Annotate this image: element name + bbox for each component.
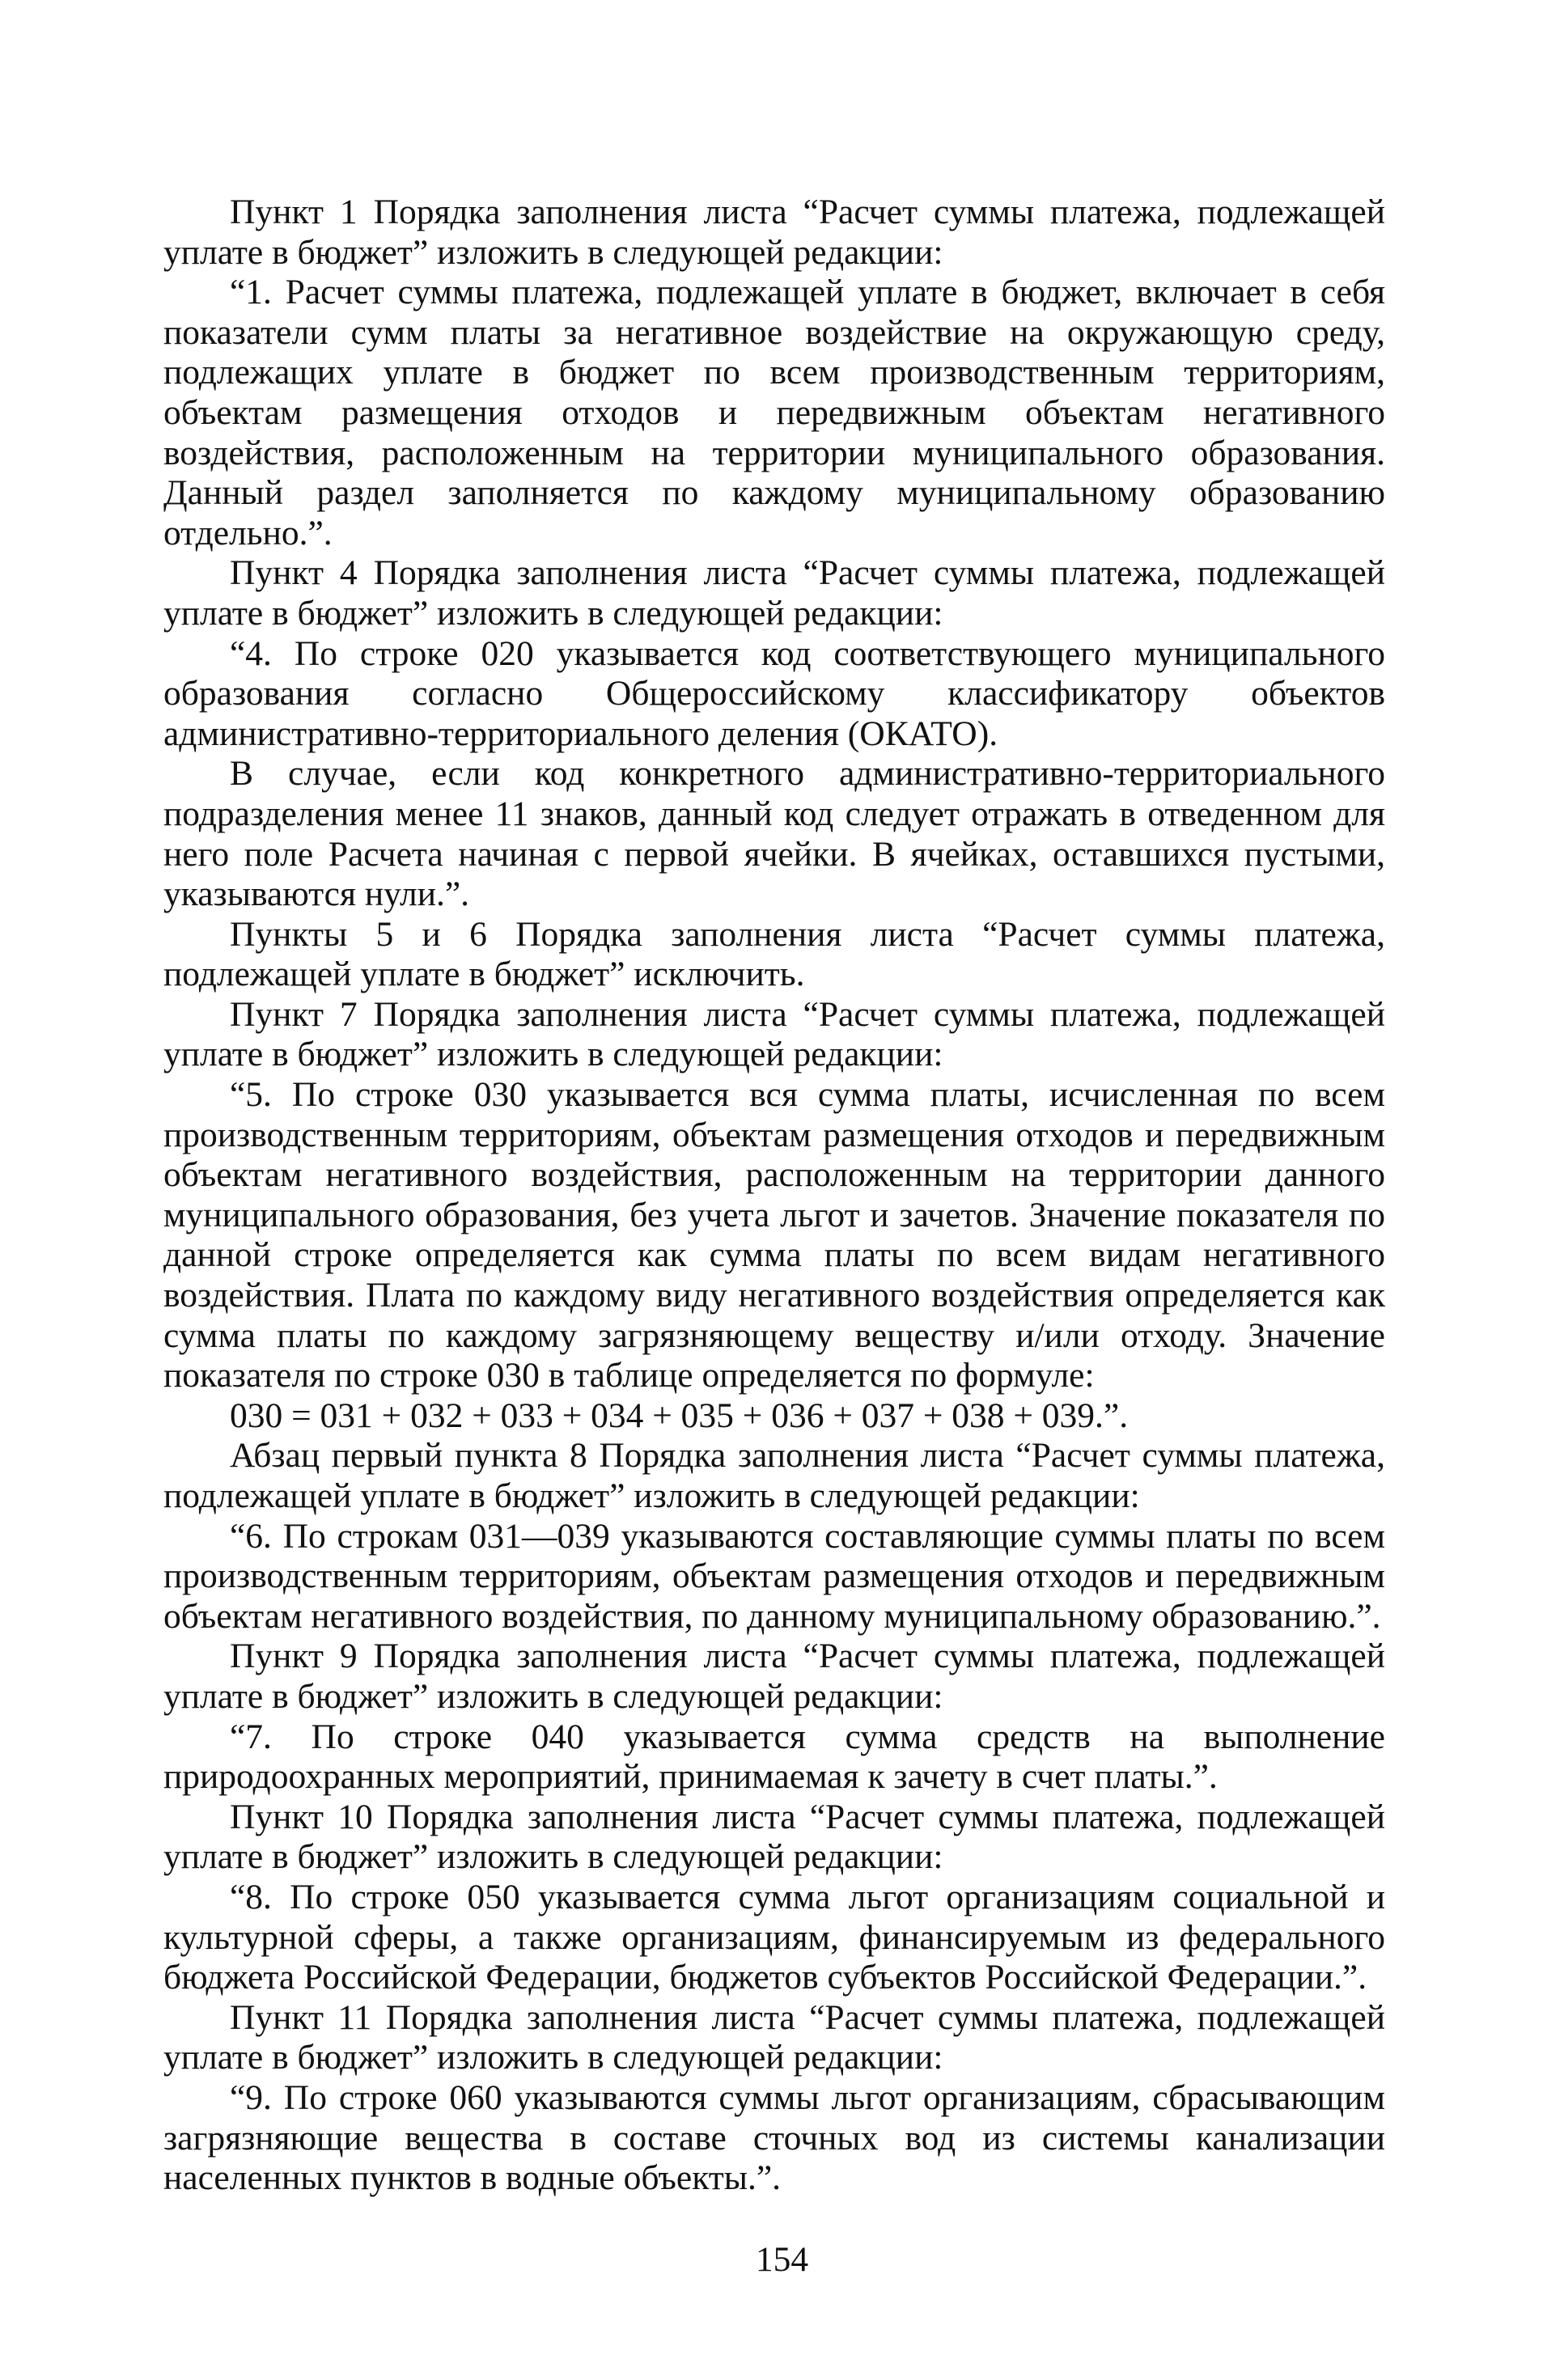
paragraph-clause-7-text: “7. По строке 040 указывается сумма средств на выполнение природоохранных мероприятий, принимаемая к зачету в счет платы.”.	[163, 1717, 1385, 1797]
formula-line: 030 = 031 + 032 + 033 + 034 + 035 + 036 + 037 + 038 + 039.”.	[230, 1395, 1129, 1435]
paragraph-amend-clause-4: Пункт 4 Порядка заполнения листа “Расчет суммы платежа, подлежащей уплате в бюджет” изложить в следующей редакции:	[163, 553, 1385, 633]
page-number: 154	[755, 2240, 809, 2279]
paragraph-amend-clause-11: Пункт 11 Порядка заполнения листа “Расчет суммы платежа, подлежащей уплате в бюджет” изложить в следующей редакции:	[163, 1997, 1385, 2077]
paragraph-exclude-clauses-5-6: Пункты 5 и 6 Порядка заполнения листа “Расчет суммы платежа, подлежащей уплате в бюджет” исключить.	[163, 914, 1385, 994]
paragraph-clause-5-text: “5. По строке 030 указывается вся сумма платы, исчисленная по всем производственным территориям, объектам размещения отходов и передвижным объектам негативного воздействия, расположенным на территории данного муниципального образования, без учета льгот и зачетов. Значение показателя по данной строке определяется как сумма платы по всем видам негативного воздействия. Плата по каждому виду негативного воздействия определяется как сумма платы по каждому загрязняющему веществу и/или отходу. Значение показателя по строке 030 в таблице определяется по формуле:	[163, 1075, 1385, 1395]
paragraph-amend-clause-7: Пункт 7 Порядка заполнения листа “Расчет суммы платежа, подлежащей уплате в бюджет” изложить в следующей редакции:	[163, 994, 1385, 1074]
paragraph-clause-4-continuation: В случае, если код конкретного административно-территориального подразделения менее 11 знаков, данный код следует отражать в отведенном для него поле Расчета начиная с первой ячейки. В ячейках, оставшихся пустыми, указываются нули.”.	[163, 754, 1385, 914]
paragraph-amend-clause-8: Абзац первый пункта 8 Порядка заполнения листа “Расчет суммы платежа, подлежащей уплате в бюджет” изложить в следующей редакции:	[163, 1436, 1385, 1515]
paragraph-clause-9-text: “9. По строке 060 указываются суммы льгот организациям, сбрасывающим загрязняющие вещества в составе сточных вод из системы канализации населенных пунктов в водные объекты.”.	[163, 2077, 1385, 2198]
paragraph-clause-8-text: “8. По строке 050 указывается сумма льгот организациям социальной и культурной сферы, а также организациям, финансируемым из федерального бюджета Российской Федерации, бюджетов субъектов Российской Федерации.”.	[163, 1877, 1385, 1997]
document-body	[163, 193, 1385, 2199]
paragraph-clause-4-text: “4. По строке 020 указывается код соответствующего муниципального образования согласно Общероссийскому классификатору объектов административно-территориального деления (ОКАТО).	[163, 633, 1385, 753]
paragraph-amend-clause-10: Пункт 10 Порядка заполнения листа “Расчет суммы платежа, подлежащей уплате в бюджет” изложить в следующей редакции:	[163, 1797, 1385, 1877]
paragraph-amend-clause-9: Пункт 9 Порядка заполнения листа “Расчет суммы платежа, подлежащей уплате в бюджет” изложить в следующей редакции:	[163, 1637, 1385, 1716]
paragraph-amend-clause-1: Пункт 1 Порядка заполнения листа “Расчет суммы платежа, подлежащей уплате в бюджет” изложить в следующей редакции:	[163, 193, 1385, 272]
paragraph-clause-6-text: “6. По строкам 031—039 указываются составляющие суммы платы по всем производственным территориям, объектам размещения отходов и передвижным объектам негативного воздействия, по данному муниципальному образованию.”.	[163, 1516, 1385, 1636]
paragraph-clause-1-text: “1. Расчет суммы платежа, подлежащей уплате в бюджет, включает в себя показатели сумм платы за негативное воздействие на окружающую среду, подлежащих уплате в бюджет по всем производственным территориям, объектам размещения отходов и передвижным объектам негативного воздействия, расположенным на территории муниципального образования. Данный раздел заполняется по каждому муниципальному образованию отдельно.”.	[163, 273, 1385, 553]
